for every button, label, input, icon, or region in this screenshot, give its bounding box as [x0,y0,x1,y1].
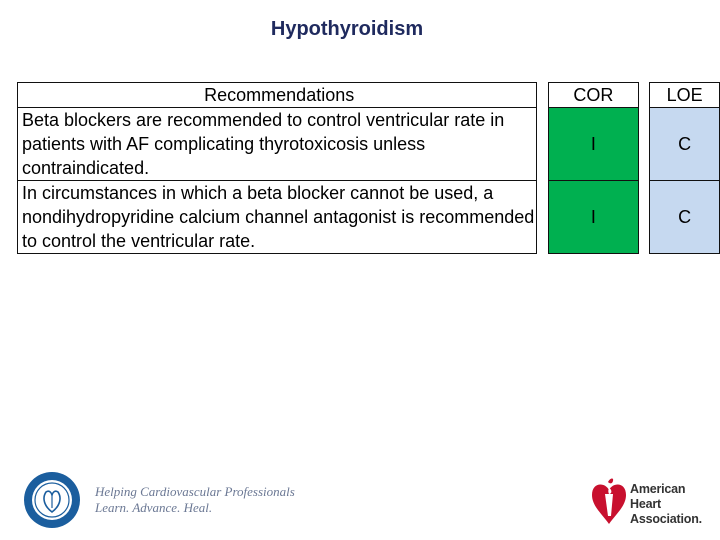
loe-header: LOE [650,83,720,108]
recommendations-table [17,82,720,254]
aha-heart-torch-icon [588,476,630,532]
acc-tagline-line2: Learn. Advance. Heal. [95,500,213,515]
acc-tagline-line1: Helping Cardiovascular Professionals [95,484,295,499]
page-title: Hypothyroidism [270,18,424,40]
table-header-row [18,83,720,108]
table-row [18,181,720,254]
recommendation-text: Beta blockers are recommended to control ventricular rate in patients with AF complicating thyrotoxicosis unless contraindicated. [18,108,537,181]
aha-wordmark: American Heart Association. [630,482,702,526]
aha-logo [584,476,714,534]
recommendation-text: In circumstances in which a beta blocker cannot be used, a nondihydropyridine calcium channel antagonist is recommended to control the ventricular rate. [18,181,537,254]
cor-header: COR [548,83,638,108]
recommendations-header [18,83,537,108]
recommendations-header-label: Recommendations [204,85,355,105]
acc-seal-logo [22,470,82,530]
loe-cell: C [650,108,720,181]
table-row [18,108,720,181]
acc-tagline [95,484,295,516]
cor-cell: I [548,108,638,181]
loe-cell: C [650,181,720,254]
cor-cell: I [548,181,638,254]
